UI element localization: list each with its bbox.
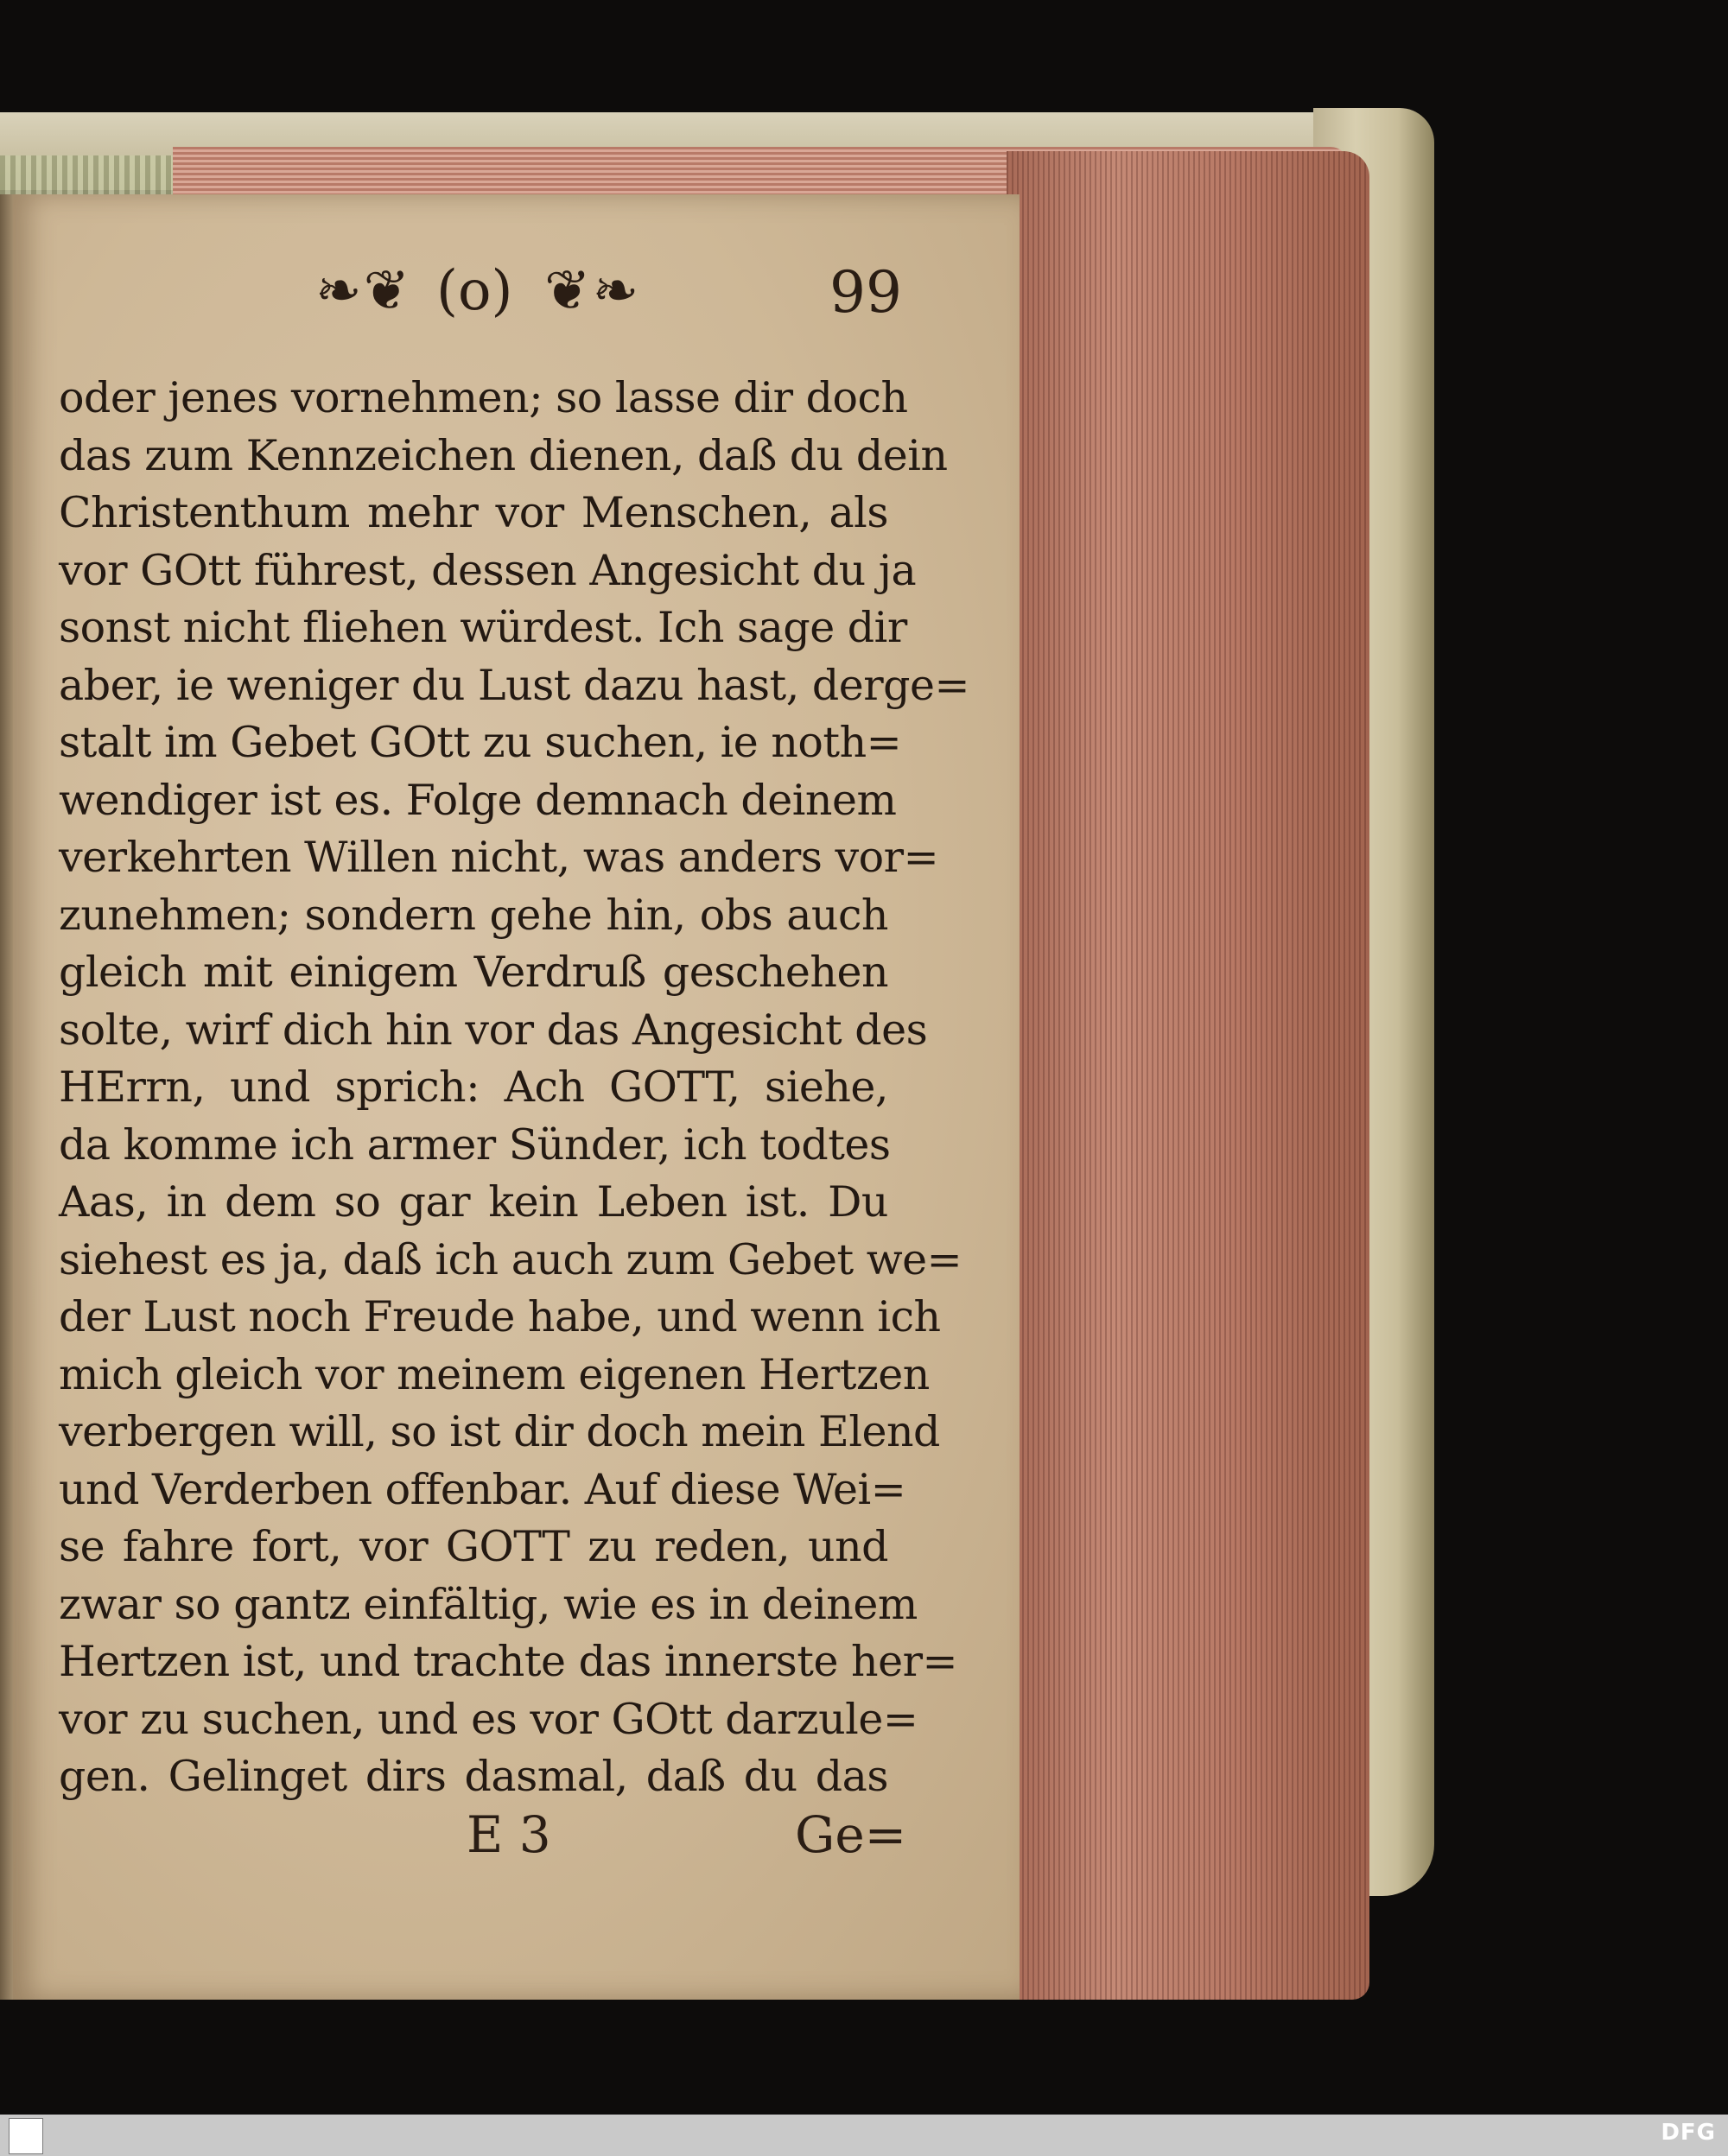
text-line: das zum Kennzeichen dienen, daß du dein — [59, 430, 948, 480]
text-line: verbergen will, so ist dir doch mein Elend — [59, 1407, 940, 1456]
header-mark: (o) — [436, 259, 513, 323]
text-line: sonst nicht fliehen würdest. Ich sage dir — [59, 603, 907, 652]
page-edges — [1007, 151, 1369, 2000]
text-line: da komme ich armer Sünder, ich todtes — [59, 1119, 891, 1170]
text-line: solte, wirf dich hin vor das Angesicht des — [59, 1005, 928, 1055]
header-left-ornament: ❧❦ — [315, 259, 412, 323]
body-text — [59, 370, 970, 1806]
text-line: gleich mit einigem Verdruß geschehen — [59, 948, 888, 997]
text-line: Hertzen ist, und trachte das innerste her= — [59, 1637, 958, 1686]
viewer-footer-bar — [0, 2115, 1728, 2156]
text-line: Christenthum mehr vor Menschen, als — [59, 488, 888, 537]
text-line: vor zu suchen, und es vor GOtt darzule= — [59, 1694, 918, 1744]
text-line: wendiger ist es. Folge demnach deinem — [59, 775, 897, 825]
text-line: stalt im Gebet GOtt zu suchen, ie noth= — [59, 718, 902, 767]
text-line: aber, ie weniger du Lust dazu hast, derge= — [59, 660, 970, 710]
text-line: und Verderben offenbar. Auf diese Wei= — [59, 1464, 906, 1514]
text-line: zunehmen; sondern gehe hin, obs auch — [59, 890, 888, 940]
text-line: mich gleich vor meinem eigenen Hertzen — [59, 1349, 930, 1399]
text-line: vor GOtt führest, dessen Angesicht du ja — [59, 545, 917, 595]
text-line: Aas, in dem so gar kein Leben ist. Du — [59, 1177, 888, 1227]
catchword: Ge= — [795, 1805, 907, 1864]
page-number: 99 — [829, 259, 902, 326]
text-line: verkehrten Willen nicht, was anders vor= — [59, 833, 939, 882]
text-line: siehest es ja, daß ich auch zum Gebet we= — [59, 1234, 962, 1284]
text-line: zwar so gantz einfältig, wie es in deinem — [59, 1579, 918, 1629]
text-line: oder jenes vornehmen; so lasse dir doch — [59, 373, 908, 422]
library-logo-icon — [9, 2118, 43, 2154]
header-right-ornament: ❦❧ — [544, 259, 641, 323]
text-line: se fahre fort, vor GOTT zu reden, und — [59, 1522, 888, 1571]
text-line: gen. Gelinget dirs dasmal, daß du das — [59, 1752, 888, 1801]
signature-mark: E 3 — [467, 1805, 551, 1864]
text-line: der Lust noch Freude habe, und wenn ich — [59, 1292, 941, 1341]
dfg-logo: DFG — [1661, 2120, 1716, 2146]
text-line: HErrn, und sprich: Ach GOTT, siehe, — [59, 1062, 888, 1112]
